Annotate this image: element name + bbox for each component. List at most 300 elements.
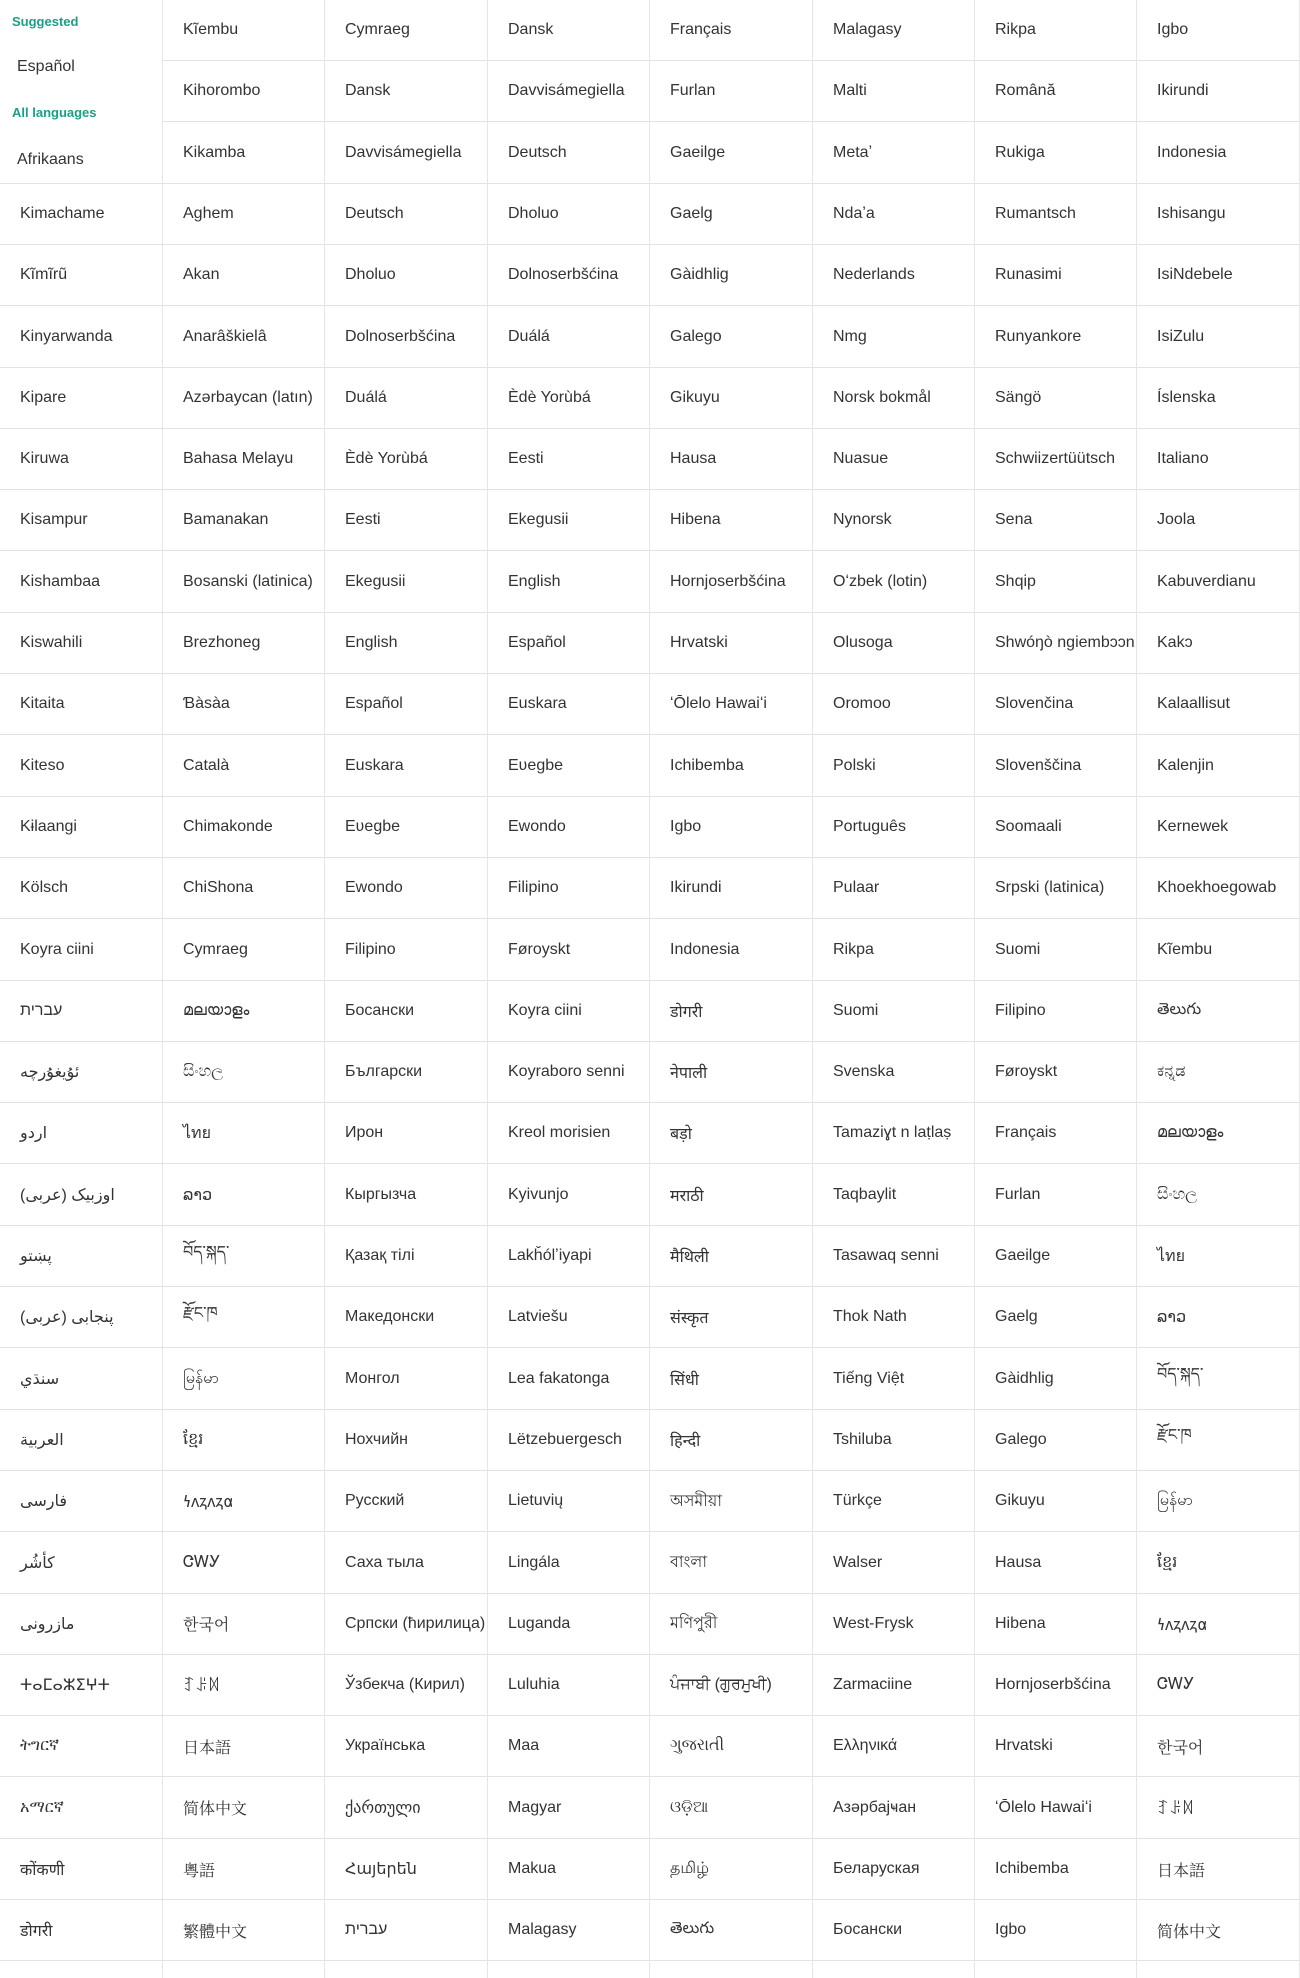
language-option[interactable]: [1137, 123, 1299, 184]
language-option[interactable]: [650, 123, 812, 184]
language-option[interactable]: [488, 1471, 649, 1532]
language-label: Euskara: [345, 756, 404, 774]
language-label: Français: [670, 21, 732, 38]
language-option[interactable]: [488, 674, 649, 735]
language-option[interactable]: [975, 245, 1136, 306]
language-label: ᏣᎳᎩ: [183, 1553, 221, 1571]
language-option[interactable]: [325, 0, 487, 61]
language-option[interactable]: [488, 245, 649, 306]
language-option[interactable]: [1137, 1594, 1299, 1655]
language-option[interactable]: [325, 61, 487, 122]
language-option[interactable]: [975, 858, 1136, 919]
language-option[interactable]: [650, 1410, 812, 1471]
language-option[interactable]: [325, 1287, 487, 1348]
language-option[interactable]: [488, 1410, 649, 1471]
language-option[interactable]: [488, 0, 649, 61]
language-option[interactable]: [163, 1716, 324, 1777]
language-option[interactable]: [813, 1778, 974, 1839]
language-label: Khoekhoegowab: [1157, 879, 1277, 897]
language-option[interactable]: [650, 613, 812, 674]
language-option[interactable]: [0, 674, 162, 735]
language-option[interactable]: [325, 736, 487, 797]
language-option[interactable]: [488, 552, 649, 613]
all-languages-heading: All languages: [12, 105, 97, 120]
language-option[interactable]: [813, 184, 974, 245]
language-label: Gaelg: [670, 204, 713, 222]
language-option[interactable]: [813, 1716, 974, 1777]
language-label: Ishisangu: [1157, 204, 1226, 222]
language-option[interactable]: [163, 307, 324, 368]
language-option[interactable]: [0, 368, 162, 429]
language-option[interactable]: [650, 429, 812, 490]
language-option[interactable]: [650, 1594, 812, 1655]
language-option[interactable]: [163, 0, 324, 61]
language-option[interactable]: [1137, 1655, 1299, 1716]
language-option[interactable]: [975, 1165, 1136, 1226]
language-option[interactable]: [975, 1900, 1136, 1961]
language-option[interactable]: [975, 920, 1136, 981]
language-option[interactable]: [1137, 981, 1299, 1042]
language-option[interactable]: [0, 736, 162, 797]
language-option[interactable]: [163, 61, 324, 122]
language-option[interactable]: [975, 307, 1136, 368]
language-option[interactable]: [650, 552, 812, 613]
language-option[interactable]: [325, 1533, 487, 1594]
language-option[interactable]: [488, 797, 649, 858]
language-label: 繁體中文: [183, 1923, 248, 1941]
language-option[interactable]: [0, 1533, 162, 1594]
language-option[interactable]: [813, 490, 974, 551]
language-option[interactable]: [325, 490, 487, 551]
language-option[interactable]: [975, 613, 1136, 674]
language-option[interactable]: [1137, 1042, 1299, 1103]
language-option[interactable]: [813, 0, 974, 61]
language-option[interactable]: [975, 490, 1136, 551]
language-option[interactable]: [975, 1349, 1136, 1410]
language-option[interactable]: [975, 1839, 1136, 1900]
language-option[interactable]: [813, 245, 974, 306]
language-option[interactable]: [0, 613, 162, 674]
language-option[interactable]: [975, 674, 1136, 735]
language-option[interactable]: [163, 184, 324, 245]
language-option[interactable]: [163, 1594, 324, 1655]
language-option[interactable]: [813, 1655, 974, 1716]
language-label: Español: [508, 634, 566, 651]
language-label: Ikirundi: [670, 879, 722, 897]
language-option[interactable]: [488, 368, 649, 429]
language-option[interactable]: [488, 1042, 649, 1103]
language-option[interactable]: [163, 858, 324, 919]
language-option[interactable]: [325, 1165, 487, 1226]
language-option[interactable]: [0, 245, 162, 306]
language-option[interactable]: [488, 123, 649, 184]
language-label: 한국어: [1157, 1739, 1204, 1757]
language-option[interactable]: [650, 1778, 812, 1839]
language-option[interactable]: [163, 1778, 324, 1839]
language-option[interactable]: [325, 1594, 487, 1655]
language-option[interactable]: [163, 245, 324, 306]
language-option[interactable]: [975, 1716, 1136, 1777]
language-label: Ewondo: [508, 817, 566, 835]
language-option[interactable]: [163, 1655, 324, 1716]
language-option[interactable]: [325, 552, 487, 613]
language-label: Koyraboro senni: [508, 1063, 625, 1081]
language-option[interactable]: [0, 1900, 162, 1961]
language-option[interactable]: [0, 184, 162, 245]
language-option[interactable]: [650, 368, 812, 429]
language-option[interactable]: [325, 1103, 487, 1164]
language-option[interactable]: [975, 61, 1136, 122]
language-option[interactable]: [975, 797, 1136, 858]
language-option[interactable]: [0, 858, 162, 919]
language-option[interactable]: [650, 1226, 812, 1287]
language-option[interactable]: [650, 1349, 812, 1410]
language-option[interactable]: [488, 1226, 649, 1287]
language-option[interactable]: [813, 552, 974, 613]
language-label: Ndaʼa: [833, 204, 875, 222]
language-option[interactable]: [488, 490, 649, 551]
language-label: Français: [995, 1124, 1057, 1142]
language-option[interactable]: [488, 61, 649, 122]
language-option[interactable]: [975, 1533, 1136, 1594]
language-label: Русский: [345, 1492, 405, 1510]
language-option[interactable]: [488, 920, 649, 981]
language-option[interactable]: [325, 429, 487, 490]
language-option[interactable]: [488, 307, 649, 368]
language-option[interactable]: [0, 1042, 162, 1103]
language-option[interactable]: [325, 307, 487, 368]
language-option[interactable]: [0, 552, 162, 613]
language-option[interactable]: [163, 123, 324, 184]
language-option[interactable]: [975, 1471, 1136, 1532]
language-option[interactable]: [163, 368, 324, 429]
language-label: Lietuvių: [508, 1492, 564, 1510]
language-option[interactable]: [488, 1287, 649, 1348]
language-option[interactable]: [813, 1533, 974, 1594]
language-label: తెలుగు: [670, 1920, 715, 1938]
language-option[interactable]: [813, 1226, 974, 1287]
language-option[interactable]: [975, 0, 1136, 61]
language-option[interactable]: [813, 613, 974, 674]
language-option[interactable]: [650, 1533, 812, 1594]
language-option[interactable]: [163, 429, 324, 490]
language-label: Nederlands: [833, 266, 915, 284]
language-option[interactable]: [1137, 613, 1299, 674]
language-option[interactable]: [0, 981, 162, 1042]
language-option[interactable]: [650, 184, 812, 245]
language-option[interactable]: [325, 1839, 487, 1900]
language-option[interactable]: [0, 1410, 162, 1471]
language-option[interactable]: [325, 368, 487, 429]
language-option[interactable]: [650, 1655, 812, 1716]
language-option[interactable]: [650, 797, 812, 858]
language-option[interactable]: [813, 123, 974, 184]
language-option[interactable]: [1137, 1778, 1299, 1839]
language-option[interactable]: [325, 184, 487, 245]
language-option[interactable]: [163, 1533, 324, 1594]
language-option[interactable]: [163, 1410, 324, 1471]
language-option[interactable]: [813, 368, 974, 429]
language-option[interactable]: [488, 1349, 649, 1410]
language-option[interactable]: [0, 1165, 162, 1226]
language-label: Kabuverdianu: [1157, 572, 1256, 590]
language-option[interactable]: [650, 858, 812, 919]
language-option[interactable]: [1137, 1471, 1299, 1532]
language-label: Èdè Yorùbá: [345, 450, 428, 468]
language-option[interactable]: [813, 429, 974, 490]
language-option[interactable]: [1137, 1900, 1299, 1961]
language-option[interactable]: [1137, 1839, 1299, 1900]
language-option[interactable]: [163, 1103, 324, 1164]
language-option[interactable]: Afrikaans: [17, 151, 84, 168]
language-option[interactable]: [0, 797, 162, 858]
language-option[interactable]: [325, 674, 487, 735]
language-option[interactable]: [0, 1471, 162, 1532]
language-option[interactable]: [488, 1594, 649, 1655]
language-option[interactable]: [1137, 1533, 1299, 1594]
language-option[interactable]: [488, 613, 649, 674]
language-option[interactable]: [325, 858, 487, 919]
language-option[interactable]: [975, 184, 1136, 245]
language-option[interactable]: [1137, 184, 1299, 245]
language-option[interactable]: [325, 1900, 487, 1961]
language-option[interactable]: [325, 1471, 487, 1532]
language-label: Duálá: [345, 388, 387, 406]
language-option[interactable]: [1137, 245, 1299, 306]
language-label: 𐓏𐓘𐓻𐓘𐓻𐓟: [1157, 1616, 1208, 1634]
language-option[interactable]: [0, 1716, 162, 1777]
language-option[interactable]: [975, 1287, 1136, 1348]
language-option[interactable]: [975, 1410, 1136, 1471]
language-column: [325, 0, 488, 1978]
language-label: Olusoga: [833, 634, 893, 651]
language-option[interactable]: [0, 1103, 162, 1164]
language-label: Ikirundi: [1157, 82, 1209, 100]
language-option[interactable]: [813, 1103, 974, 1164]
language-option[interactable]: [975, 1778, 1136, 1839]
language-option[interactable]: [650, 736, 812, 797]
language-option[interactable]: [1137, 1287, 1299, 1348]
language-option[interactable]: [163, 1287, 324, 1348]
language-label: Ирон: [345, 1124, 384, 1142]
language-option[interactable]: [325, 123, 487, 184]
language-option[interactable]: Español: [17, 58, 75, 75]
language-option[interactable]: [1137, 368, 1299, 429]
language-label: සිංහල: [1157, 1185, 1198, 1203]
language-option[interactable]: [975, 552, 1136, 613]
language-option[interactable]: [813, 858, 974, 919]
language-option[interactable]: [650, 61, 812, 122]
language-option[interactable]: [488, 1533, 649, 1594]
language-label: Italiano: [1157, 450, 1209, 468]
language-option[interactable]: [1137, 490, 1299, 551]
language-option[interactable]: [1137, 858, 1299, 919]
language-option[interactable]: [0, 307, 162, 368]
language-option[interactable]: [488, 736, 649, 797]
language-option[interactable]: [813, 797, 974, 858]
language-label: Нохчийн: [345, 1430, 408, 1448]
language-label: Dansk: [508, 21, 554, 38]
language-option[interactable]: [813, 1900, 974, 1961]
language-option[interactable]: [163, 490, 324, 551]
language-option[interactable]: [0, 1839, 162, 1900]
language-option[interactable]: [650, 1839, 812, 1900]
language-option[interactable]: [650, 1103, 812, 1164]
language-option[interactable]: [813, 1471, 974, 1532]
language-option[interactable]: [813, 61, 974, 122]
language-option[interactable]: [813, 1410, 974, 1471]
language-option[interactable]: [650, 1900, 812, 1961]
language-label: Joola: [1157, 511, 1196, 529]
language-option[interactable]: [813, 736, 974, 797]
language-option[interactable]: [325, 1226, 487, 1287]
language-option[interactable]: [488, 1165, 649, 1226]
language-option[interactable]: [975, 736, 1136, 797]
language-option[interactable]: [650, 1165, 812, 1226]
language-label: Koyra ciini: [20, 940, 94, 958]
language-option[interactable]: [488, 1900, 649, 1961]
language-label: Gaelg: [995, 1308, 1038, 1326]
language-option[interactable]: [650, 245, 812, 306]
language-option[interactable]: [488, 1839, 649, 1900]
language-option[interactable]: [650, 1471, 812, 1532]
language-option[interactable]: [163, 797, 324, 858]
language-label: Akan: [183, 266, 220, 284]
language-option[interactable]: [488, 858, 649, 919]
language-option[interactable]: [0, 1349, 162, 1410]
language-option[interactable]: [163, 736, 324, 797]
language-option[interactable]: [650, 307, 812, 368]
language-option[interactable]: [0, 490, 162, 551]
language-option[interactable]: [325, 613, 487, 674]
language-option[interactable]: [325, 797, 487, 858]
language-option[interactable]: [813, 1594, 974, 1655]
language-option[interactable]: [488, 1716, 649, 1777]
language-option[interactable]: [1137, 1349, 1299, 1410]
language-option[interactable]: [163, 1165, 324, 1226]
language-option[interactable]: [163, 613, 324, 674]
language-option[interactable]: [0, 1594, 162, 1655]
language-option[interactable]: [163, 1349, 324, 1410]
language-option[interactable]: [163, 1042, 324, 1103]
language-option[interactable]: [650, 981, 812, 1042]
language-option[interactable]: [325, 1655, 487, 1716]
language-option[interactable]: [975, 1103, 1136, 1164]
language-option[interactable]: [1137, 1103, 1299, 1164]
language-option[interactable]: [813, 1165, 974, 1226]
language-option[interactable]: [650, 1287, 812, 1348]
language-label: नेपाली: [670, 1065, 708, 1083]
language-option[interactable]: [1137, 1716, 1299, 1777]
language-option[interactable]: [1137, 1410, 1299, 1471]
language-option[interactable]: [975, 368, 1136, 429]
language-option[interactable]: [325, 1349, 487, 1410]
language-option[interactable]: [650, 1716, 812, 1777]
language-option[interactable]: [163, 1226, 324, 1287]
language-option[interactable]: [975, 429, 1136, 490]
language-option[interactable]: [813, 1287, 974, 1348]
language-option[interactable]: [163, 920, 324, 981]
language-option[interactable]: [1137, 1226, 1299, 1287]
language-option[interactable]: [0, 1226, 162, 1287]
language-option[interactable]: [1137, 736, 1299, 797]
language-option[interactable]: [1137, 674, 1299, 735]
language-option[interactable]: [813, 674, 974, 735]
language-option[interactable]: [1137, 61, 1299, 122]
language-option[interactable]: [0, 1778, 162, 1839]
language-option[interactable]: [1137, 429, 1299, 490]
language-sidebar: [0, 0, 163, 1978]
language-option[interactable]: [488, 1103, 649, 1164]
language-label: Kalaallisut: [1157, 695, 1230, 713]
language-option[interactable]: [163, 1839, 324, 1900]
language-option[interactable]: [975, 1655, 1136, 1716]
language-option[interactable]: [813, 920, 974, 981]
language-option[interactable]: [813, 1042, 974, 1103]
language-option[interactable]: [163, 1471, 324, 1532]
language-option[interactable]: [650, 1042, 812, 1103]
language-option[interactable]: [813, 981, 974, 1042]
language-option[interactable]: [325, 245, 487, 306]
language-option[interactable]: [1137, 1165, 1299, 1226]
language-option[interactable]: [325, 981, 487, 1042]
language-label: Euskara: [508, 695, 567, 713]
language-label: فارسی: [20, 1493, 67, 1511]
language-option[interactable]: [163, 552, 324, 613]
language-option[interactable]: [1137, 552, 1299, 613]
language-option[interactable]: [0, 1287, 162, 1348]
language-option[interactable]: [650, 920, 812, 981]
language-option[interactable]: [975, 1594, 1136, 1655]
language-option[interactable]: [163, 674, 324, 735]
language-option[interactable]: [325, 1716, 487, 1777]
language-option[interactable]: [975, 123, 1136, 184]
language-option[interactable]: [1137, 0, 1299, 61]
language-option[interactable]: [1137, 307, 1299, 368]
language-option[interactable]: [488, 981, 649, 1042]
language-option[interactable]: [650, 0, 812, 61]
language-option[interactable]: [488, 1778, 649, 1839]
language-option[interactable]: [650, 674, 812, 735]
language-option[interactable]: [163, 1900, 324, 1961]
language-option[interactable]: [163, 981, 324, 1042]
language-option[interactable]: [488, 184, 649, 245]
language-label: ʻŌlelo Hawaiʻi: [995, 1798, 1092, 1816]
language-option[interactable]: [1137, 797, 1299, 858]
language-option[interactable]: [975, 1226, 1136, 1287]
language-label: کأشُر: [20, 1554, 55, 1572]
language-option[interactable]: [488, 429, 649, 490]
language-label: Rikpa: [833, 940, 874, 958]
language-label: Brezhoneg: [183, 634, 261, 651]
language-option[interactable]: [650, 490, 812, 551]
language-option[interactable]: [0, 1655, 162, 1716]
language-option[interactable]: [488, 1655, 649, 1716]
language-option[interactable]: [0, 920, 162, 981]
language-option[interactable]: [975, 1042, 1136, 1103]
language-option[interactable]: [1137, 920, 1299, 981]
language-option[interactable]: [813, 1349, 974, 1410]
language-option[interactable]: [325, 1042, 487, 1103]
language-label: Sängö: [995, 388, 1042, 406]
language-option[interactable]: [325, 920, 487, 981]
language-option[interactable]: [325, 1778, 487, 1839]
language-option[interactable]: [813, 307, 974, 368]
language-option[interactable]: [975, 981, 1136, 1042]
language-option[interactable]: [325, 1410, 487, 1471]
language-option[interactable]: [0, 429, 162, 490]
language-option[interactable]: [813, 1839, 974, 1900]
